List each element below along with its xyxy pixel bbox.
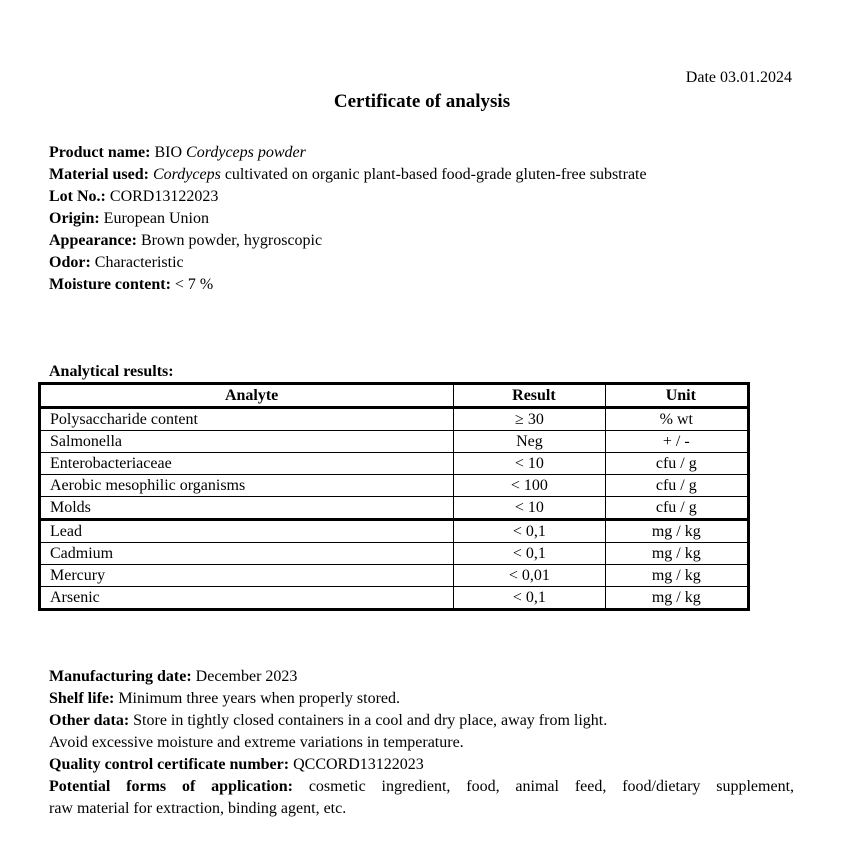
unit-cell: % wt — [605, 408, 748, 431]
unit-cell: mg / kg — [605, 587, 748, 610]
qc-row — [49, 754, 794, 776]
analyte-cell: Salmonella — [40, 431, 454, 453]
table-row — [40, 587, 749, 610]
analyte-cell: Aerobic mesophilic organisms — [40, 475, 454, 497]
analyte-cell: Polysaccharide content — [40, 408, 454, 431]
origin-row — [49, 208, 647, 230]
result-cell: < 0,01 — [454, 565, 605, 587]
product-name-prefix: BIO — [154, 144, 183, 161]
table-row — [40, 475, 749, 497]
other-data-row — [49, 710, 794, 732]
shelf-life-row — [49, 688, 794, 710]
application-forms-label: Potential forms of application: — [49, 778, 293, 795]
table-row — [40, 543, 749, 565]
appearance-value: Brown powder, hygroscopic — [140, 232, 323, 249]
analyte-cell: Arsenic — [40, 587, 454, 610]
analyte-cell: Molds — [40, 497, 454, 520]
moisture-value: < 7 % — [174, 276, 214, 293]
header-analyte: Analyte — [40, 384, 454, 408]
material-label: Material used: — [49, 166, 149, 183]
moisture-row — [49, 274, 647, 296]
table-header-row — [40, 384, 749, 408]
qc-value: QCCORD13122023 — [293, 756, 424, 773]
table-row — [40, 453, 749, 475]
lot-value: CORD13122023 — [109, 188, 219, 205]
unit-cell: cfu / g — [605, 497, 748, 520]
table-row — [40, 497, 749, 520]
application-forms-line2: raw material for extraction, binding agent, etc. — [49, 800, 347, 817]
other-data-value: Store in tightly closed containers in a cool and dry place, away from light. — [133, 712, 608, 729]
application-forms-value: cosmetic ingredient, food, animal feed, food/dietary supplement, — [308, 778, 795, 795]
shelf-life-value: Minimum three years when properly stored. — [118, 690, 401, 707]
manufacturing-value: December 2023 — [195, 668, 298, 685]
shelf-life-label: Shelf life: — [49, 690, 115, 707]
odor-label: Odor: — [49, 254, 91, 271]
unit-cell: mg / kg — [605, 543, 748, 565]
analytical-results-table — [38, 382, 750, 611]
header-result: Result — [454, 384, 605, 408]
analyte-cell: Cadmium — [40, 543, 454, 565]
unit-cell: mg / kg — [605, 520, 748, 543]
other-data-label: Other data: — [49, 712, 130, 729]
application-forms-row — [49, 776, 794, 798]
result-cell: < 10 — [454, 453, 605, 475]
unit-cell: cfu / g — [605, 453, 748, 475]
appearance-label: Appearance: — [49, 232, 137, 249]
moisture-label: Moisture content: — [49, 276, 171, 293]
qc-label: Quality control certificate number: — [49, 756, 290, 773]
analyte-cell: Enterobacteriaceae — [40, 453, 454, 475]
odor-value: Characteristic — [94, 254, 184, 271]
result-cell: < 10 — [454, 497, 605, 520]
unit-cell: mg / kg — [605, 565, 748, 587]
origin-label: Origin: — [49, 210, 100, 227]
table-row — [40, 408, 749, 431]
product-name-row — [49, 142, 647, 164]
header-unit: Unit — [605, 384, 748, 408]
lot-row — [49, 186, 647, 208]
analyte-cell: Mercury — [40, 565, 454, 587]
material-italic: Cordyceps — [152, 166, 221, 183]
result-cell: < 100 — [454, 475, 605, 497]
result-cell: ≥ 30 — [454, 408, 605, 431]
origin-value: European Union — [103, 210, 209, 227]
lot-label: Lot No.: — [49, 188, 106, 205]
table-row — [40, 431, 749, 453]
manufacturing-label: Manufacturing date: — [49, 668, 192, 685]
document-title: Certificate of analysis — [333, 91, 511, 112]
material-value: cultivated on organic plant-based food-grade gluten-free substrate — [224, 166, 647, 183]
unit-cell: cfu / g — [605, 475, 748, 497]
result-cell: < 0,1 — [454, 543, 605, 565]
product-name-italic: Cordyceps powder — [186, 144, 306, 161]
product-info — [49, 142, 647, 296]
table-row — [40, 565, 749, 587]
unit-cell: + / - — [605, 431, 748, 453]
result-cell: Neg — [454, 431, 605, 453]
table-row — [40, 520, 749, 543]
odor-row — [49, 252, 647, 274]
appearance-row — [49, 230, 647, 252]
document-footer — [49, 666, 794, 820]
analytical-results-title: Analytical results: — [49, 363, 174, 380]
other-data-line2: Avoid excessive moisture and extreme variations in temperature. — [49, 734, 464, 751]
document-date: Date 03.01.2024 — [685, 69, 792, 86]
material-row — [49, 164, 647, 186]
result-cell: < 0,1 — [454, 520, 605, 543]
product-name-label: Product name: — [49, 144, 151, 161]
result-cell: < 0,1 — [454, 587, 605, 610]
manufacturing-row — [49, 666, 794, 688]
analyte-cell: Lead — [40, 520, 454, 543]
